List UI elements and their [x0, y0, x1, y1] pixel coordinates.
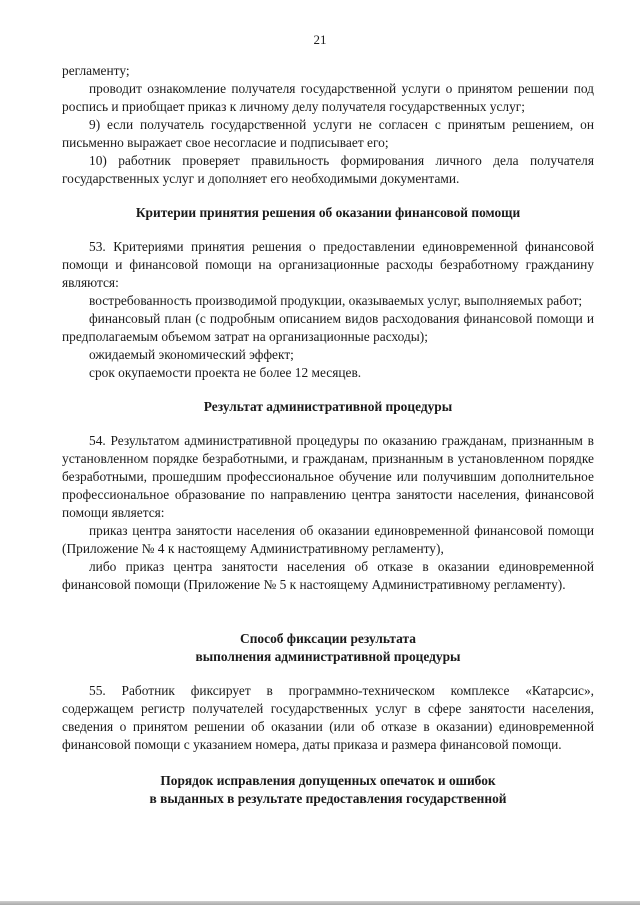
paragraph: либо приказ центра занятости населения об отказе в оказании единовременной финансовой помощи (Приложение № 5 к настоящему Административному регламенту). — [62, 559, 594, 592]
section-heading-criteria: Критерии принятия решения об оказании финансовой помощи — [135, 205, 521, 220]
paragraph: 9) если получатель государственной услуги не согласен с принятым решением, он письменно выражает свое несогласие и подписывает его; — [62, 117, 594, 150]
paragraph: востребованность производимой продукции, оказываемых услуг, выполняемых работ; — [89, 293, 583, 308]
paragraph: 55. Работник фиксирует в программно-техническом комплексе «Катарсис», содержащем регистр получателей государственных услуг в сфере занятости населения, сведения о принятом решении об оказании (или об отказе в оказании) единовременной финансовой помощи с указанием номера, даты приказа и размера финансовой помощи. — [62, 683, 594, 752]
paragraph: срок окупаемости проекта не более 12 месяцев. — [89, 365, 362, 380]
paragraph: приказ центра занятости населения об оказании единовременной финансовой помощи (Приложение № 4 к настоящему Административному регламенту), — [62, 523, 594, 556]
paragraph: 54. Результатом административной процедуры по оказанию гражданам, признанным в установленном порядке безработными, и гражданам, признанным в установленном порядке безработными, прошедшим профессиональное обучение или получившим дополнительное профессиональное образование по направлению центра занятости населения, финансовой помощи является: — [62, 433, 594, 520]
paragraph: проводит ознакомление получателя государственной услуги о принятом решении под роспись и приобщает приказ к личному делу получателя государственных услуг; — [62, 81, 594, 114]
section-heading-result: Результат административной процедуры — [203, 399, 453, 414]
section-heading-fixation-line1: Способ фиксации результата — [240, 631, 416, 646]
section-heading-fixation-line2: выполнения административной процедуры — [195, 649, 461, 664]
paragraph: финансовый план (с подробным описанием видов расходования финансовой помощи и предполагаемым объемом затрат на организационные расходы); — [62, 311, 594, 344]
paragraph: 10) работник проверяет правильность формирования личного дела получателя государственных услуг и дополняет его необходимыми документами. — [62, 153, 594, 186]
page-bottom-edge — [0, 901, 640, 905]
section-heading-corrections-line2: в выданных в результате предоставления государственной — [149, 791, 507, 806]
document-body — [62, 62, 594, 808]
paragraph: регламенту; — [62, 63, 130, 78]
page-number: 21 — [313, 32, 327, 47]
paragraph: ожидаемый экономический эффект; — [89, 347, 294, 362]
section-heading-corrections-line1: Порядок исправления допущенных опечаток и ошибок — [160, 773, 496, 788]
paragraph: 53. Критериями принятия решения о предоставлении единовременной финансовой помощи и финансовой помощи на организационные расходы безработному гражданину являются: — [62, 239, 594, 290]
